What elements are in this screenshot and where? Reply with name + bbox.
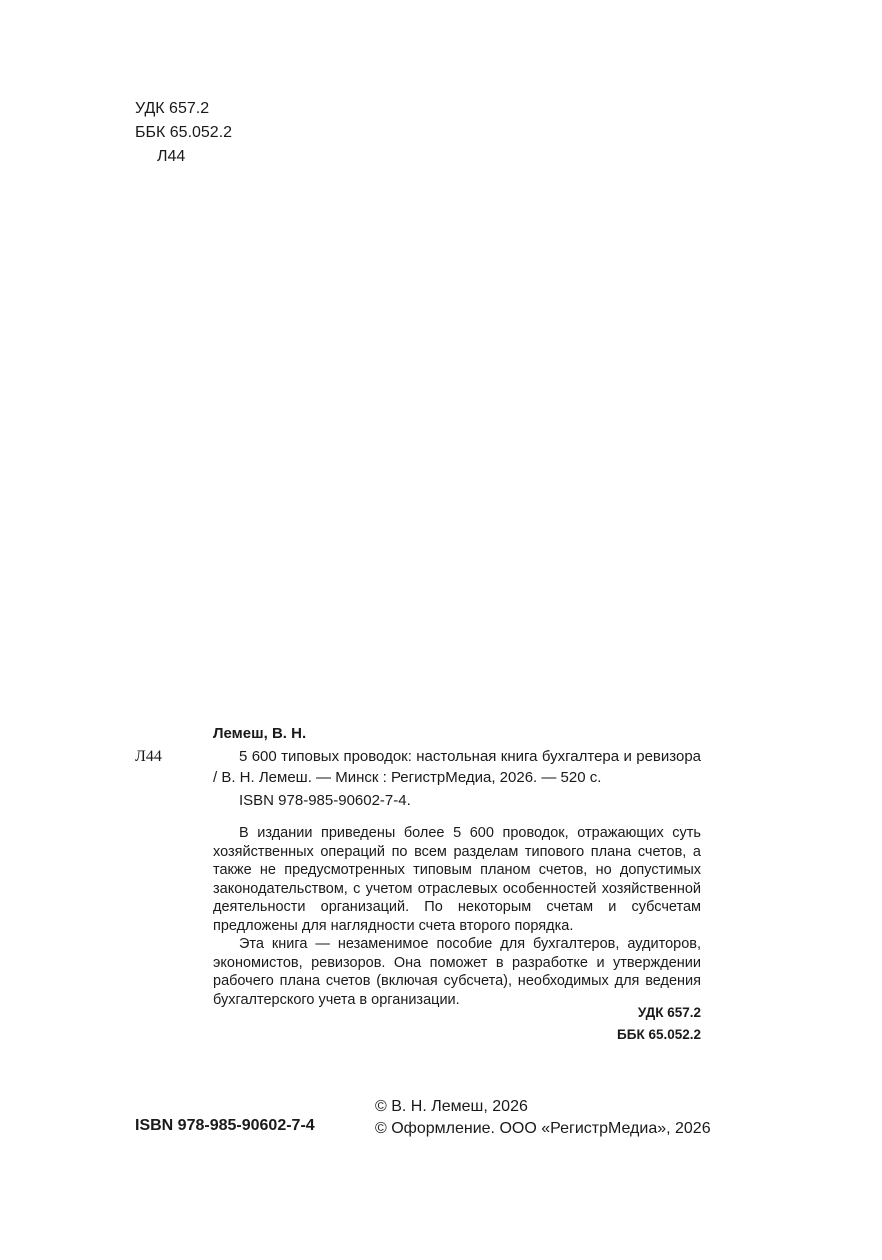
copyright-author: © В. Н. Лемеш, 2026 — [375, 1098, 528, 1115]
isbn-bold: ISBN 978-985-90602-7-4 — [135, 1117, 315, 1134]
annotation-paragraph: Эта книга — незаменимое пособие для бухгалтеров, аудиторов, экономистов, ревизоров. Она поможет в разработке и утверждении рабочего плана счетов (включая субсчета), необходимых для ведения бухгалтерского учета в организации. — [213, 936, 701, 1008]
bbk-code-bold: ББК 65.052.2 — [617, 1027, 701, 1042]
udk-code-bold: УДК 657.2 — [637, 1005, 701, 1020]
author-mark: Л44 — [157, 148, 186, 165]
side-author-mark: Л44 — [135, 748, 162, 765]
entry-title: 5 600 типовых проводок: настольная книга бухгалтера и ревизора / В. Н. Лемеш. — Минск : РегистрМедиа, 2026. — 520 с. — [213, 748, 701, 786]
annotation — [213, 824, 701, 1009]
bbk-code: ББК 65.052.2 — [135, 124, 233, 141]
entry-isbn: ISBN 978-985-90602-7-4. — [239, 792, 411, 809]
top-classification-codes — [135, 97, 232, 169]
entry-author: Лемеш, В. Н. — [213, 725, 307, 742]
annotation-paragraph: В издании приведены более 5 600 проводок, отражающих суть хозяйственных операций по всем разделам типового плана счетов, а также не предусмотренных типовым планом счетов, но допустимых законодательством, с учетом отраслевых особенностей хозяйственной деятельности организаций. По некоторым счетам и субсчетам предложены для наглядности счета второго порядка. — [213, 825, 701, 934]
copyright-block — [375, 1096, 711, 1140]
copyright-design: © Оформление. ООО «РегистрМедиа», 2026 — [375, 1120, 711, 1137]
bibliographic-entry — [213, 723, 701, 1009]
udk-code: УДК 657.2 — [135, 100, 210, 117]
bottom-classification-codes — [617, 1002, 701, 1046]
